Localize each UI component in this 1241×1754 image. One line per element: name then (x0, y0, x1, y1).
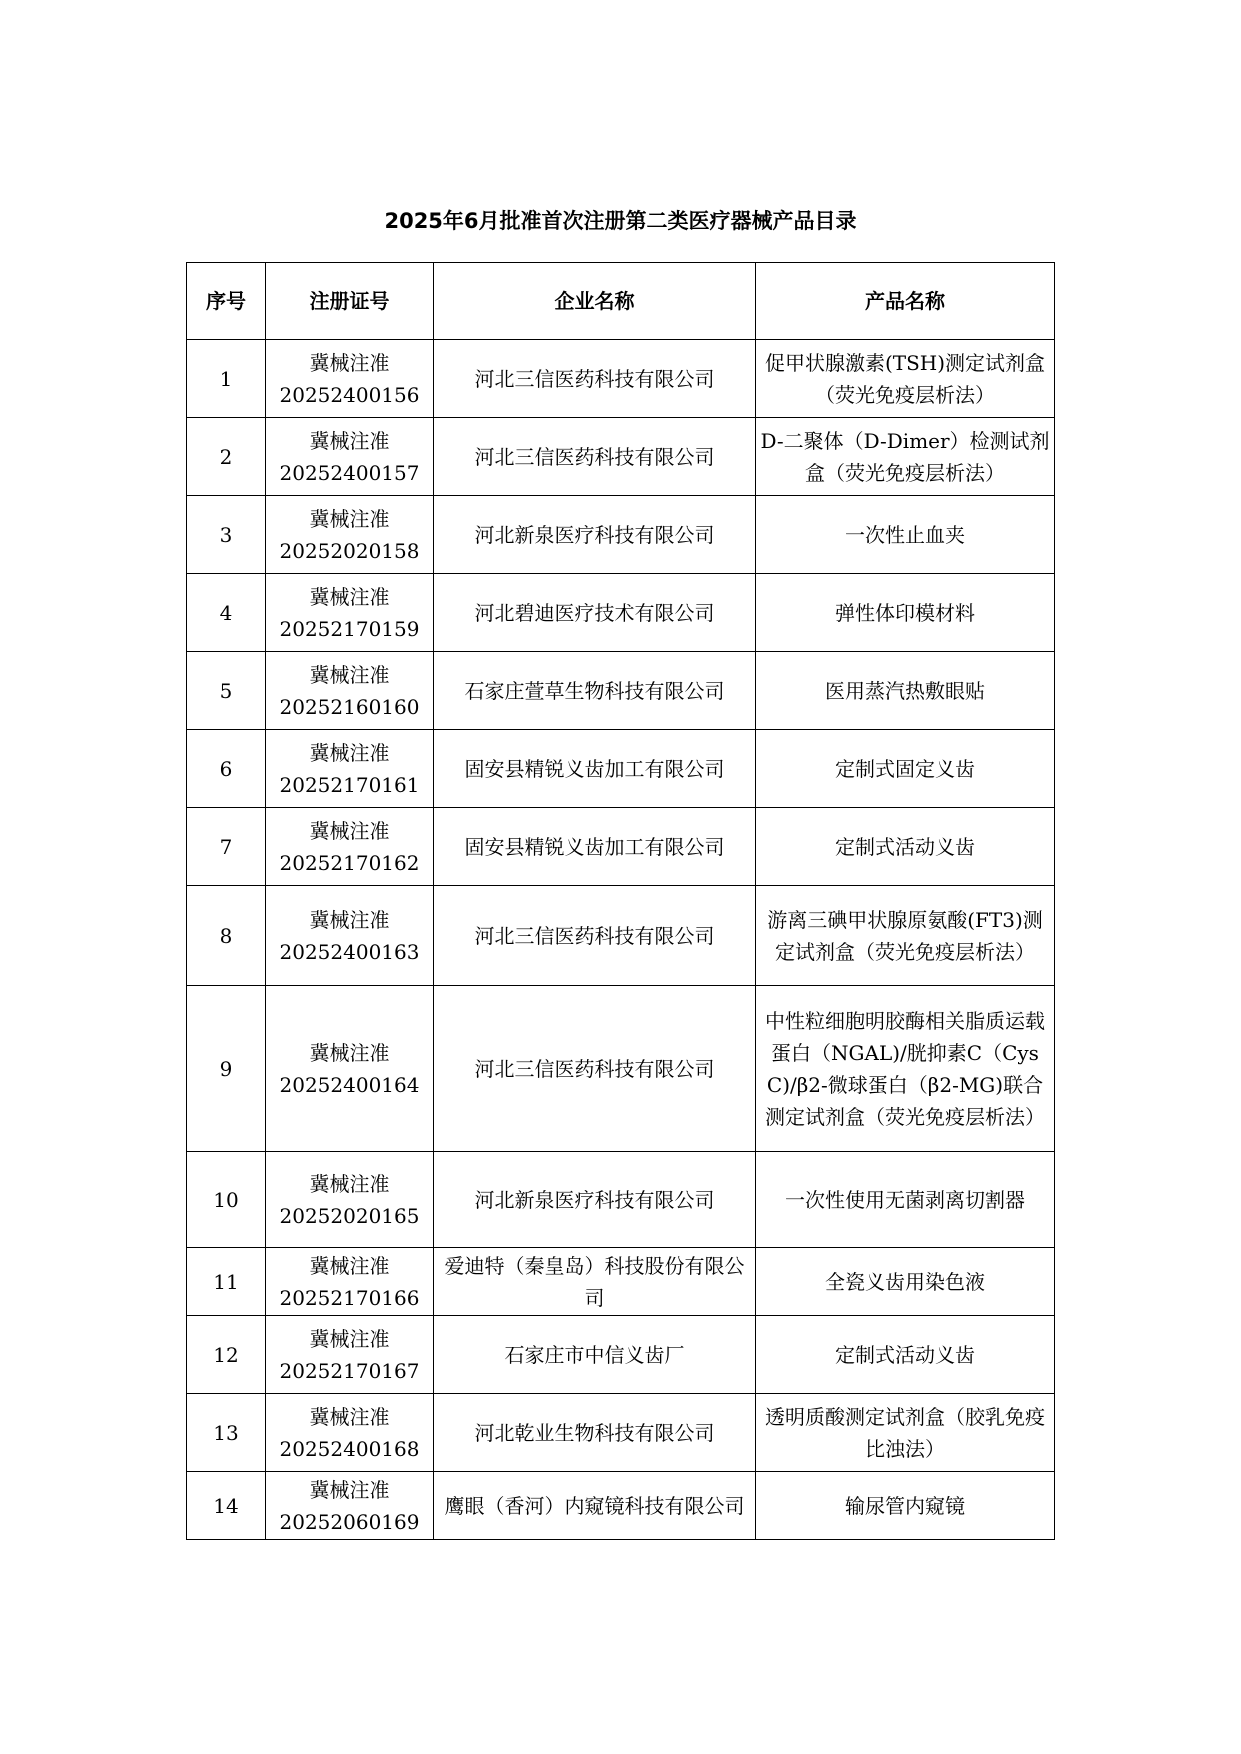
company-name-cell: 石家庄市中信义齿厂 (434, 1316, 756, 1394)
table-row (187, 1394, 1055, 1472)
header-product-name: 产品名称 (756, 263, 1055, 340)
serial-number-cell: 3 (187, 496, 266, 574)
registration-number: 20252170162 (279, 850, 420, 875)
registration-number-cell (266, 1316, 434, 1394)
product-name-cell: 定制式活动义齿 (756, 808, 1055, 886)
device-catalog-table (186, 262, 1055, 1540)
registration-prefix: 冀械注准 (309, 1326, 390, 1351)
company-name-cell: 石家庄萱草生物科技有限公司 (434, 652, 756, 730)
registration-number-cell (266, 730, 434, 808)
company-name-cell: 河北新泉医疗科技有限公司 (434, 1152, 756, 1248)
company-name-cell: 爱迪特（秦皇岛）科技股份有限公司 (434, 1248, 756, 1316)
registration-number: 20252170166 (279, 1285, 420, 1310)
company-name-cell: 鹰眼（香河）内窥镜科技有限公司 (434, 1472, 756, 1540)
registration-number: 20252400157 (279, 460, 420, 485)
registration-prefix: 冀械注准 (309, 506, 390, 531)
serial-number-cell: 6 (187, 730, 266, 808)
company-name-cell: 河北碧迪医疗技术有限公司 (434, 574, 756, 652)
registration-number-cell (266, 1248, 434, 1316)
table-row (187, 418, 1055, 496)
product-name-cell: 弹性体印模材料 (756, 574, 1055, 652)
product-name-cell: 医用蒸汽热敷眼贴 (756, 652, 1055, 730)
company-name-cell: 固安县精锐义齿加工有限公司 (434, 730, 756, 808)
registration-number: 20252400168 (279, 1436, 420, 1461)
table-row (187, 1152, 1055, 1248)
registration-number: 20252400163 (279, 939, 420, 964)
registration-number: 20252020158 (279, 538, 420, 563)
product-name-cell: 一次性使用无菌剥离切割器 (756, 1152, 1055, 1248)
serial-number-cell: 4 (187, 574, 266, 652)
registration-number: 20252170161 (279, 772, 420, 797)
serial-number-cell: 2 (187, 418, 266, 496)
table-row (187, 574, 1055, 652)
company-name-cell: 河北三信医药科技有限公司 (434, 340, 756, 418)
table-row (187, 886, 1055, 986)
table-row (187, 730, 1055, 808)
table-header-row (187, 263, 1055, 340)
product-name-cell: 定制式固定义齿 (756, 730, 1055, 808)
registration-prefix: 冀械注准 (309, 1477, 390, 1502)
product-name-cell: 促甲状腺激素(TSH)测定试剂盒（荧光免疫层析法） (756, 340, 1055, 418)
product-name-cell: 透明质酸测定试剂盒（胶乳免疫比浊法） (756, 1394, 1055, 1472)
header-company-name: 企业名称 (434, 263, 756, 340)
registration-number: 20252400156 (279, 382, 420, 407)
product-name-cell: 一次性止血夹 (756, 496, 1055, 574)
registration-number: 20252170159 (279, 616, 420, 641)
registration-number-cell (266, 1472, 434, 1540)
table-row (187, 1316, 1055, 1394)
registration-prefix: 冀械注准 (309, 1253, 390, 1278)
registration-prefix: 冀械注准 (309, 1040, 390, 1065)
registration-prefix: 冀械注准 (309, 350, 390, 375)
registration-number: 20252020165 (279, 1203, 420, 1228)
company-name-cell: 河北三信医药科技有限公司 (434, 886, 756, 986)
table-row (187, 986, 1055, 1152)
table-body (187, 340, 1055, 1540)
table-row (187, 340, 1055, 418)
serial-number-cell: 13 (187, 1394, 266, 1472)
product-name-cell: 游离三碘甲状腺原氨酸(FT3)测定试剂盒（荧光免疫层析法） (756, 886, 1055, 986)
registration-number-cell (266, 340, 434, 418)
registration-number-cell (266, 652, 434, 730)
product-name-cell: 输尿管内窥镜 (756, 1472, 1055, 1540)
registration-prefix: 冀械注准 (309, 818, 390, 843)
registration-number-cell (266, 574, 434, 652)
header-registration-number: 注册证号 (266, 263, 434, 340)
header-serial-number: 序号 (187, 263, 266, 340)
registration-number-cell (266, 986, 434, 1152)
registration-prefix: 冀械注准 (309, 1171, 390, 1196)
registration-prefix: 冀械注准 (309, 662, 390, 687)
company-name-cell: 河北三信医药科技有限公司 (434, 418, 756, 496)
registration-number-cell (266, 808, 434, 886)
table-row (187, 652, 1055, 730)
registration-prefix: 冀械注准 (309, 428, 390, 453)
table-row (187, 496, 1055, 574)
registration-number: 20252060169 (279, 1509, 420, 1534)
serial-number-cell: 1 (187, 340, 266, 418)
page-title: 2025年6月批准首次注册第二类医疗器械产品目录 (384, 209, 857, 233)
serial-number-cell: 7 (187, 808, 266, 886)
registration-number: 20252170167 (279, 1358, 420, 1383)
product-name-cell: 定制式活动义齿 (756, 1316, 1055, 1394)
product-name-cell: 中性粒细胞明胶酶相关脂质运载蛋白（NGAL)/胱抑素C（CysC)/β2-微球蛋白（β2-MG)联合测定试剂盒（荧光免疫层析法） (756, 986, 1055, 1152)
product-name-cell: D-二聚体（D-Dimer）检测试剂盒（荧光免疫层析法） (756, 418, 1055, 496)
registration-prefix: 冀械注准 (309, 584, 390, 609)
registration-number-cell (266, 496, 434, 574)
serial-number-cell: 5 (187, 652, 266, 730)
serial-number-cell: 12 (187, 1316, 266, 1394)
serial-number-cell: 10 (187, 1152, 266, 1248)
company-name-cell: 河北新泉医疗科技有限公司 (434, 496, 756, 574)
serial-number-cell: 11 (187, 1248, 266, 1316)
registration-prefix: 冀械注准 (309, 740, 390, 765)
company-name-cell: 固安县精锐义齿加工有限公司 (434, 808, 756, 886)
registration-prefix: 冀械注准 (309, 907, 390, 932)
serial-number-cell: 14 (187, 1472, 266, 1540)
table-row (187, 808, 1055, 886)
company-name-cell: 河北乾业生物科技有限公司 (434, 1394, 756, 1472)
serial-number-cell: 8 (187, 886, 266, 986)
registration-number-cell (266, 886, 434, 986)
table-row (187, 1248, 1055, 1316)
registration-number-cell (266, 418, 434, 496)
registration-number: 20252400164 (279, 1072, 420, 1097)
product-name-cell: 全瓷义齿用染色液 (756, 1248, 1055, 1316)
registration-prefix: 冀械注准 (309, 1404, 390, 1429)
registration-number: 20252160160 (279, 694, 420, 719)
registration-number-cell (266, 1394, 434, 1472)
serial-number-cell: 9 (187, 986, 266, 1152)
company-name-cell: 河北三信医药科技有限公司 (434, 986, 756, 1152)
table-row (187, 1472, 1055, 1540)
registration-number-cell (266, 1152, 434, 1248)
